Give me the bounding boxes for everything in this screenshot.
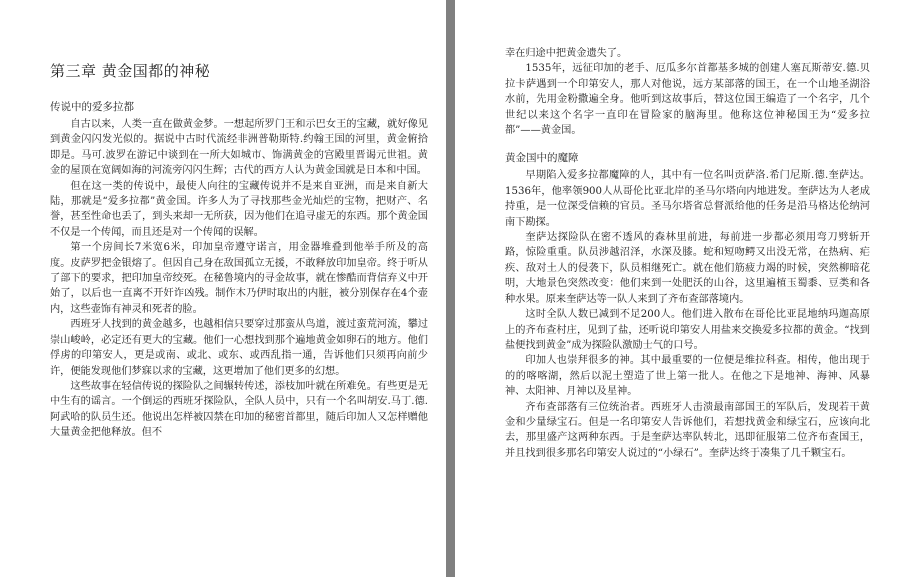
paragraph: 1535年，远征印加的老手、厄瓜多尔首都基多城的创建人塞瓦斯蒂安.德.贝拉卡萨遇到一个印第安人，那人对他说，远方某部落的国王，在一个山地圣湖浴水前，先用金粉撒遍全身。他听到这故事后，替这位国王编造了一个名字，几个世纪以来这个名字一直印在冒险家的脑海里。他称这位神秘国王为“爱多拉都”——黄金国。 [505,63,870,137]
section-title-legend: 传说中的爱多拉都 [50,101,134,113]
chapter-title: 第三章 黄金国都的神秘 [50,62,211,80]
continued-paragraph: 幸在归途中把黄金遗失了。 [505,48,628,59]
paragraph: 但在这一类的传说中，最使人向往的宝藏传说并不是来自亚洲，而是来自新大陆，那就是“爱多拉都”黄金国。许多人为了寻找那些金光灿烂的宝物，把财产、名誉，甚至性命也丢了，到头来却一无所获，因为他们在追寻虚无的东西。那个黄金国不仅是一个传闻，而且还是对一个传闻的误解。 [50,180,428,238]
paragraph: 西班牙人找到的黄金越多，也越相信只要穿过那蛮从鸟道，渡过蛮荒河流，攀过崇山峻岭，必定还有更大的宝藏。他们一心想找到那个遍地黄金如卵石的地方。他们俘虏的印第安人，更是或南、或北、或东、或西乱指一通，告诉他们只须再向前少许，便能发现他们梦寐以求的宝藏，这更增加了他们更多的幻想。 [50,319,428,377]
paragraph: 自古以来，人类一直在做黄金梦。一想起所罗门王和示巴女王的宝藏，就好像见到黄金闪闪发光似的。据说中古时代流经非洲普勒斯特.约翰王国的河里，黄金俯拾即是。马可.波罗在游记中谈到在一所大如城市、饰满黄金的宫殿里晋谒元世祖。黄金的屋顶在宽阔如海的河流旁闪闪生辉；古代的西方人认为黄金国就是日本和中国。 [50,119,428,177]
left-page [0,0,446,577]
paragraph: 印加人也崇拜很多的神。其中最重要的一位便是维拉科查。相传，他出现于的的喀喀湖，然后以泥土塑造了世上第一批人。在他之下是地神、海神、风暴神、太阳神、月神以及星神。 [505,355,870,398]
paragraph: 早期陷入爱多拉都魔障的人，其中有一位名叫贡萨洛.希门尼斯.德.奎萨达。1536年，他率领900人从哥伦比亚北岸的圣马尔塔向内地进发。奎萨达为人老成持重，是一位深受信赖的官员。圣马尔塔省总督派给他的任务是沿马格达伦纳河南下勘探。 [505,170,870,228]
section-title-curse: 黄金国中的魔障 [505,152,579,165]
paragraph: 齐布查部落有三位统治者。西班牙人击溃最南部国王的军队后，发现若干黄金和少量绿宝石。但是一名印第安人告诉他们，若想找黄金和绿宝石，应该向北去，那里盛产这两种东西。于是奎萨达率队转北，迅即征服第二位齐布查国王，并且找到很多那名印第安人说过的“小绿石”。奎萨达终于凑集了几千颗宝石。 [505,401,870,459]
right-page [455,0,900,577]
paragraph: 奎萨达探险队在密不透风的森林里前进，每前进一步都必须用弯刀劈斩开路，惊险重重。队员涉越沼泽，水深及膝。蛇和短吻鳄又出没无常，在热病、疟疾、敌对土人的侵袭下，队员相继死亡。就在他们筋疲力竭的时候，突然柳暗花明，大地景色突然改变：他们来到一处肥沃的山谷，这里遍植玉蜀黍、豆类和各种水果。原来奎萨达等一队人来到了齐布查部落境内。 [505,232,870,305]
paragraph: 这时全队人数已减到不足200人。他们进入散布在哥伦比亚昆地纳玛迦高原上的齐布查村庄，见到了盐，还听说印第安人用盐来交换爱多拉都的黄金。“找到盐便找到黄金”成为探险队激励士气的口号。 [505,309,870,351]
paragraph: 这些故事在轻信传说的探险队之间辗转传述，添枝加叶就在所难免。有些更是无中生有的谣言。一个倒运的西班牙探险队，全队人员中，只有一个名叫胡安.马丁.德.阿武哈的队员生还。他说出怎样被囚禁在印加的秘密首都里，随后印加人又怎样赠他大量黄金把他释放。但不 [50,380,428,439]
paragraph: 第一个房间长7米宽6米，印加皇帝遵守诺言，用金器堆叠到他举手所及的高度。皮萨罗把金银熔了。但因自己身在敌国孤立无援，不敢释放印加皇帝。终于听从了部下的要求，把印加皇帝绞死。在秘鲁境内的寻金故事，就在惨酷而背信弃义中开始了，以后也一直离不开奸诈凶残。制作木乃伊时取出的内脏，被分别保存在4个壶内，这些壶饰有神灵和死者的脸。 [50,242,428,315]
